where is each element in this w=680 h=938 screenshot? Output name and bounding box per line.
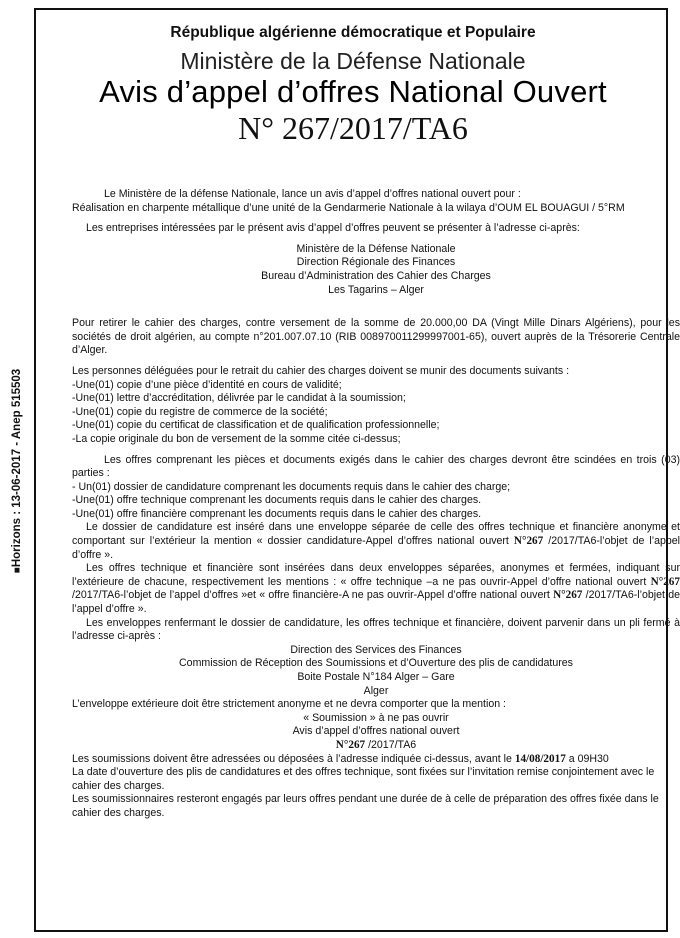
document-item: -Une(01) lettre d’accréditation, délivrée par le candidat à la soumission; <box>72 392 406 405</box>
address-line: Les Tagarins – Alger <box>328 283 424 296</box>
documents-intro: Les personnes déléguées pour le retrait du cahier des charges doivent se munir des documents suivants : <box>72 364 570 377</box>
document-item: -La copie originale du bon de versement de la somme citée ci-dessus; <box>72 432 401 445</box>
ministry-heading: Ministère de la Défense Nationale <box>180 48 526 74</box>
deadline-date: 14/08/2017 <box>514 752 566 765</box>
tender-reference: N°267 <box>553 589 583 602</box>
paragraph-text: /2017/TA6-l’objet de l’appel d’offres »et « offre financière-A ne pas ouvrir-Appel d’offre national ouvert <box>72 589 554 602</box>
publication-side-label <box>9 340 25 602</box>
present-paragraph: Les entreprises intéressées par le présent avis d’appel d’offres peuvent se présenter à l’adresse ci-après: <box>86 222 580 235</box>
publication-stamp <box>11 369 23 573</box>
offer-part-item: -Une(01) offre financière comprenant les documents requis dans le cahier des charges. <box>72 507 482 520</box>
tender-reference: N°267 <box>335 738 366 751</box>
application-file-paragraph <box>72 521 680 562</box>
deadline-paragraph <box>72 753 680 767</box>
mention-text: /2017/TA6 <box>365 738 417 751</box>
document-item: -Une(01) copie du registre de commerce de la société; <box>72 405 328 418</box>
intro-line: Le Ministère de la défense Nationale, lance un avis d’appel d’offres national ouvert pour : <box>104 188 521 200</box>
notice-frame <box>34 8 680 932</box>
address-line: Ministère de la Défense Nationale <box>296 242 456 255</box>
envelope-mention-intro: L’enveloppe extérieure doit être strictement anonyme et ne devra comporter que la mention : <box>72 698 507 711</box>
offers-intro: Les offres comprenant les pièces et documents exigés dans le cahier des charges devront être scindées en trois (03) parties : <box>72 453 680 480</box>
address-line: Boite Postale N°184 Alger – Gare <box>297 671 455 683</box>
paragraph-text: /2017/TA6-l’objet de l’appel d’offre ». <box>72 589 680 616</box>
withdrawal-address <box>72 243 680 297</box>
paragraph-text: Les offres technique et financière sont insérées dans deux enveloppes séparées, anonymes et fermées, indiquant sur l’extérieure de chacune, respectivement les mentions : « offre technique –a ne pas ouvrir-Appel d’offre national ouvert <box>72 562 680 588</box>
document-item: -Une(01) copie d’une pièce d’identité en cours de validité; <box>72 378 342 391</box>
address-line: Commission de Réception des Soumissions et d’Ouverture des plis de candidatures <box>179 657 573 670</box>
notice-title: Avis d’appel d’offres National Ouvert <box>99 74 607 109</box>
offer-part-item: -Une(01) offre technique comprenant les documents requis dans le cahier des charges. <box>72 494 482 507</box>
notice-body <box>72 188 680 821</box>
republic-heading: République algérienne démocratique et Populaire <box>170 24 536 41</box>
square-bullet-icon: ■ <box>12 567 23 574</box>
offer-part-item: - Un(01) dossier de candidature comprenant les documents requis dans le cahier des charge; <box>72 480 511 493</box>
envelope-mention <box>72 712 680 753</box>
opening-paragraph: La date d’ouverture des plis de candidatures et des offres technique, sont fixées sur l’invitation remise conjointement avec le cahier des charges. <box>72 766 655 792</box>
mention-line: « Soumission » à ne pas ouvrir <box>303 711 449 724</box>
document-item: -Une(01) copie du certificat de classification et de qualification professionnelle; <box>72 419 440 432</box>
submission-address <box>72 644 680 698</box>
delivery-paragraph: Les enveloppes renfermant le dossier de candidature, les offres technique et financière, doivent parvenir dans un pli fermé à l’adresse ci-après : <box>72 616 680 643</box>
address-line: Direction Régionale des Finances <box>296 256 456 269</box>
mention-line: Avis d’appel d’offres national ouvert <box>292 725 460 738</box>
paragraph-text: Les soumissions doivent être adressées ou déposées à l’adresse indiquée ci-dessus, avant le <box>72 752 515 765</box>
withdrawal-paragraph: Pour retirer le cahier des charges, contre versement de la somme de 20.000,00 DA (Vingt Mille Dinars Algériens), pour les sociétés de droit algérien, au compte n°201.007.07.10 (RIB 008970011299997001-65), ouvert auprès de la Trésorerie Centrale d’Alger. <box>72 317 680 357</box>
mention-line <box>72 739 680 753</box>
paragraph-text: /2017/TA6-l’objet de l’appel d’offre ». <box>72 535 680 561</box>
notice-number: N° 267/2017/TA6 <box>238 110 468 146</box>
engagement-paragraph: Les soumissionnaires resteront engagés par leurs offres pendant une durée de à celle de préparation des offres fixée dans le cahier des charges. <box>72 793 659 819</box>
tender-reference: N°267 <box>650 575 680 588</box>
address-line: Direction des Services des Finances <box>290 643 462 656</box>
project-description: Réalisation en charpente métallique d’une unité de la Gendarmerie Nationale à la wilaya d’OUM EL BOUAGUI / 5°RM <box>72 201 625 214</box>
envelopes-paragraph <box>72 562 680 616</box>
address-line: Bureau d’Administration des Cahier des Charges <box>261 269 491 282</box>
paragraph-text: a 09H30 <box>565 752 609 765</box>
tender-reference: N°267 <box>513 535 544 548</box>
address-line: Alger <box>363 684 389 697</box>
publication-stamp-text: Horizons : 13-06-2017 - Anep 515503 <box>11 368 23 568</box>
paragraph-text: Le dossier de candidature est inséré dans une enveloppe séparée de celle des offres technique et financière anonyme et comportant sur l’extérieur la mention « dossier candidature-Appel d’offres national ouvert <box>72 521 680 548</box>
